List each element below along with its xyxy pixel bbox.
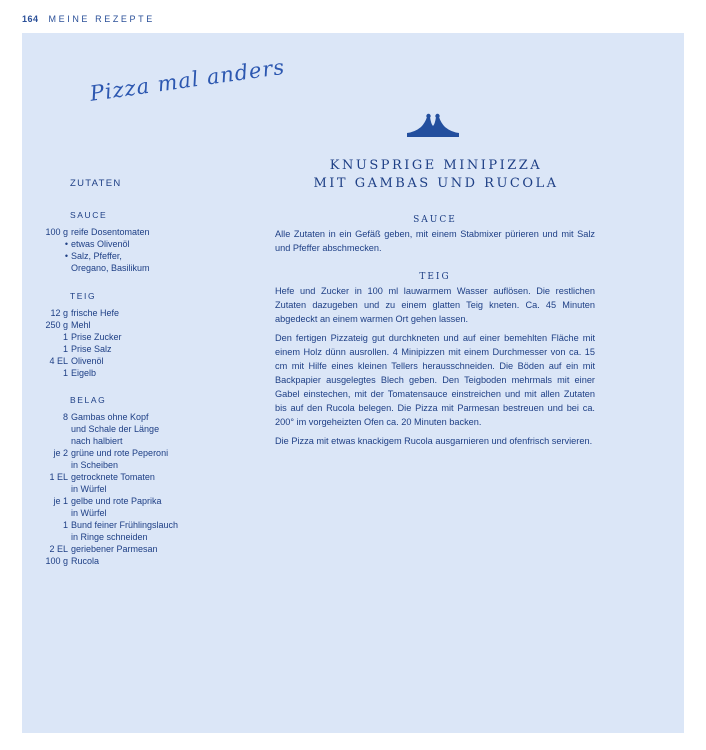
ingredient-row <box>28 238 213 250</box>
ingredient-row <box>28 355 213 367</box>
ingredient-text: Olivenöl <box>71 356 104 366</box>
ingredients-heading: ZUTATEN <box>70 178 122 189</box>
ingredient-qty: • <box>64 239 68 249</box>
title-line-1: KNUSPRIGE MINIPIZZA <box>329 158 543 173</box>
sauce-heading: SAUCE <box>413 215 457 225</box>
ingredient-text: getrocknete Tomaten in Würfel <box>71 472 155 494</box>
ingredient-text: Bund feiner Frühlingslauch in Ringe schneiden <box>71 520 179 542</box>
ingredient-text: reife Dosentomaten <box>71 227 150 237</box>
ingredient-row <box>28 447 213 471</box>
ingredient-row <box>28 519 213 543</box>
title-line-2: MIT GAMBAS UND RUCOLA <box>313 176 559 191</box>
ingredient-qty: 1 <box>62 332 68 342</box>
handwritten-note: Pizza mal anders <box>88 54 287 106</box>
ingredient-qty: 2 EL <box>49 544 68 554</box>
ingredient-text: frische Hefe <box>71 308 120 318</box>
instructions-column <box>275 213 595 453</box>
ingredient-row <box>28 319 213 331</box>
ingredient-qty: je 1 <box>53 496 68 506</box>
ingredient-text: Gambas ohne Kopf und Schale der Länge nach halbiert <box>71 412 160 446</box>
ingredient-qty: 8 <box>62 412 68 422</box>
sauce-instructions: Alle Zutaten in ein Gefäß geben, mit einem Stabmixer pürieren und mit Salz und Pfeffer abschmecken. <box>275 229 595 253</box>
ingredients-section-title: BELAG <box>70 395 107 405</box>
ingredient-qty: 12 g <box>50 308 68 318</box>
ingredient-qty: 4 EL <box>49 356 68 366</box>
section-title: MEINE REZEPTE <box>48 14 155 24</box>
ingredients-section-title: SAUCE <box>70 210 108 220</box>
ingredient-text: geriebener Parmesan <box>71 544 158 554</box>
ingredient-qty: 1 EL <box>49 472 68 482</box>
teig-heading: TEIG <box>419 272 451 282</box>
ingredient-qty: 1 <box>62 344 68 354</box>
ingredient-row <box>28 343 213 355</box>
ingredient-row <box>28 226 213 238</box>
ingredients-section-title: TEIG <box>70 291 97 301</box>
ingredient-row <box>28 367 213 379</box>
teig-instructions-3: Die Pizza mit etwas knackigem Rucola ausgarnieren und ofenfrisch servieren. <box>275 436 593 446</box>
ingredient-text: Prise Salz <box>71 344 112 354</box>
ingredient-row <box>28 250 213 274</box>
ingredient-text: Mehl <box>71 320 91 330</box>
ingredient-row <box>28 543 213 555</box>
teig-instructions-2: Den fertigen Pizzateig gut durchkneten und auf einer bemehlten Fläche mit einem Holz dünn ausrollen. 4 Minipizzen mit einem Durchmesser von ca. 15 cm mit Hilfe eines kleinen Tellers herausschneiden. Die Böden auf ein mit Backpapier ausgelegtes Blech geben. Den Teigboden mehrmals mit einer Gabel einstechen, mit der Tomatensauce einstreichen und mit allen Zutaten bis auf den Rucola belegen. Die Pizza mit Parmesan bestreuen und bei ca. 200° im vorgeheizten Ofen ca. 20 Minuten backen. <box>275 333 595 427</box>
ingredient-qty: 100 g <box>45 227 68 237</box>
ornament-icon <box>405 113 461 139</box>
ingredient-text: Salz, Pfeffer, Oregano, Basilikum <box>71 251 150 273</box>
ingredient-qty: 1 <box>62 520 68 530</box>
ingredient-row <box>28 307 213 319</box>
ingredients-column <box>28 178 213 567</box>
recipe-title <box>266 157 606 193</box>
ingredient-row <box>28 411 213 447</box>
ingredient-text: grüne und rote Peperoni in Scheiben <box>71 448 169 470</box>
ingredient-text: Eigelb <box>71 368 97 378</box>
ingredient-text: gelbe und rote Paprika in Würfel <box>71 496 162 518</box>
ingredient-text: Prise Zucker <box>71 332 122 342</box>
ingredient-row <box>28 331 213 343</box>
ingredient-qty: • <box>64 251 68 261</box>
running-head <box>22 14 155 24</box>
ingredient-text: Rucola <box>71 556 100 566</box>
ingredient-qty: 1 <box>62 368 68 378</box>
ingredient-row <box>28 471 213 495</box>
ingredient-qty: je 2 <box>53 448 68 458</box>
ingredient-row <box>28 555 213 567</box>
ingredient-text: etwas Olivenöl <box>71 239 130 249</box>
teig-instructions-1: Hefe und Zucker in 100 ml lauwarmem Wasser auflösen. Die restlichen Zutaten dazugeben und zu einem glatten Teig kneten. Ca. 45 Minuten abgedeckt an einem warmen Ort gehen lassen. <box>275 286 595 324</box>
ingredient-qty: 100 g <box>45 556 68 566</box>
ingredient-qty: 250 g <box>45 320 68 330</box>
ingredient-row <box>28 495 213 519</box>
page-number: 164 <box>22 14 39 24</box>
